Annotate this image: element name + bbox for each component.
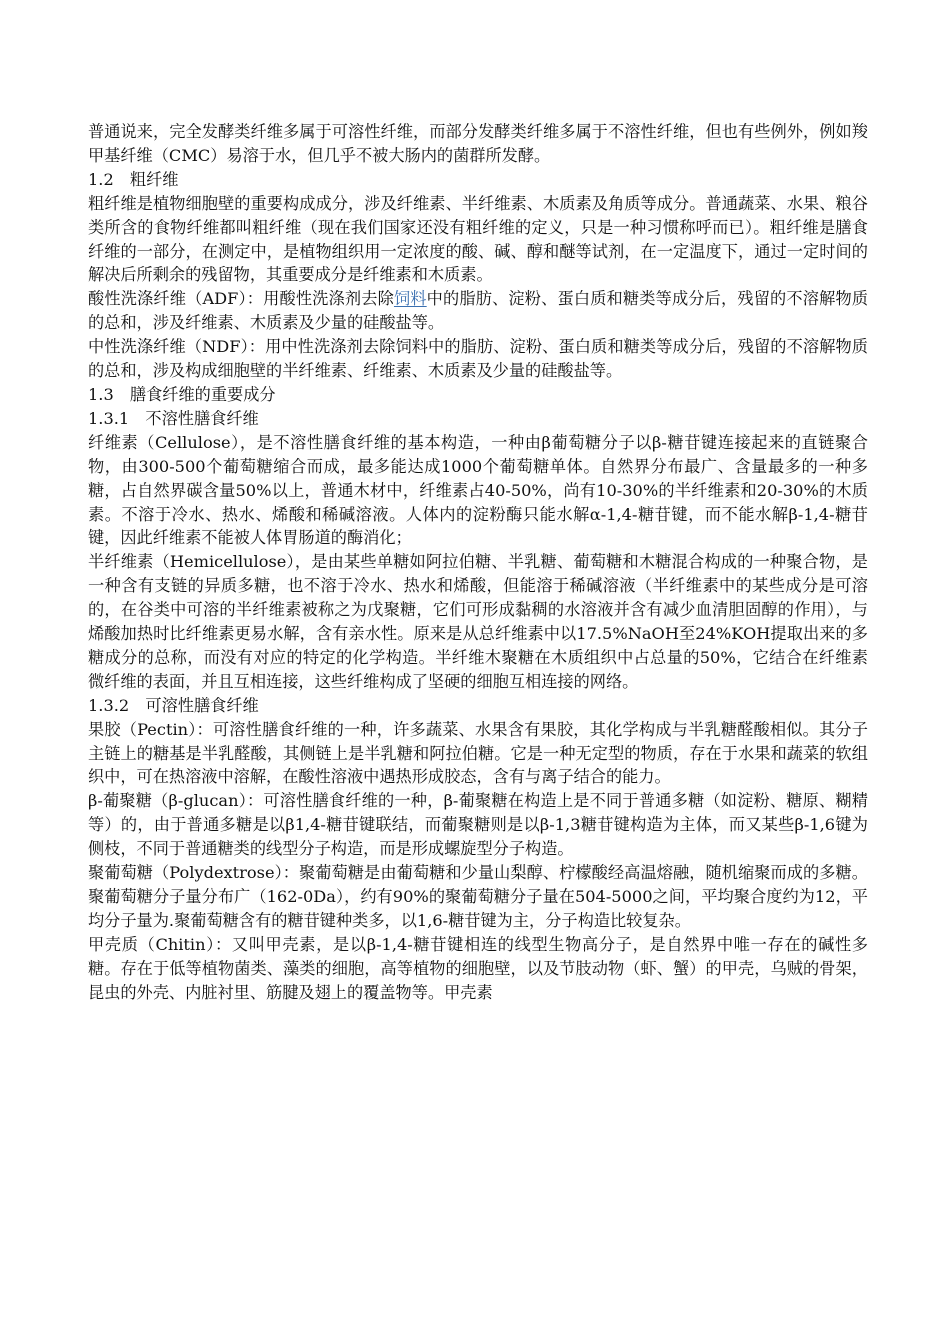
paragraph-beta-glucan: β-葡聚糖（β-glucan）：可溶性膳食纤维的一种，β-葡聚糖在构造上是不同于普通多糖（如淀粉、糖原、糊精等）的，由于普通多糖是以β1,4-糖苷键联结，而葡聚糖则是以β-1,3糖苷键构造为主体，而又某些β-1,6键为侧枝，不同于普通糖类的线型分子构造，而是形成螺旋型分子构造。: [88, 791, 868, 859]
adf-text-after-link: 中的脂肪、淀粉、蛋白质和糖类等成分后，残留的不溶解物质的总和，涉及纤维素、木质素及少量的硅酸盐等。: [88, 289, 869, 333]
paragraph-fermentation-note: 普通说来，完全发酵类纤维多属于可溶性纤维，而部分发酵类纤维多属于不溶性纤维，但也有些例外，例如羧甲基纤维（CMC）易溶于水，但几乎不被大肠内的菌群所发酵。: [88, 122, 868, 165]
subsection-heading-insoluble-fiber: 1.3.1 不溶性膳食纤维: [88, 408, 259, 428]
paragraph-cellulose: 纤维素（Cellulose），是不溶性膳食纤维的基本构造，一种由β葡萄糖分子以β-糖苷键连接起来的直链聚合物，由300-500个葡萄糖缩合而成，最多能达成1000个葡萄糖单体。自然界分布最广、含量最多的一种多糖，占自然界碳含量50%以上，普通木材中，纤维素占40-50%，尚有10-30%的半纤维素和20-30%的木质素。不溶于冷水、热水、烯酸和稀碱溶液。人体内的淀粉酶只能水解α-1,4-糖苷键，而不能水解β-1,4-糖苷键，因此纤维素不能被人体胃肠道的酶消化；: [88, 432, 868, 548]
paragraph-polydextrose: 聚葡萄糖（Polydextrose）：聚葡萄糖是由葡萄糖和少量山梨醇、柠檬酸经高温熔融，随机缩聚而成的多糖。聚葡萄糖分子量分布广（162-0Da），约有90%的聚葡萄糖分子量在504-5000之间，平均聚合度约为12，平均分子量为.聚葡萄糖含有的糖苷键种类多，以1,6-糖苷键为主，分子构造比较复杂。: [88, 863, 868, 930]
adf-text-before-link: 酸性洗涤纤维（ADF）：用酸性洗涤剂去除: [88, 289, 394, 309]
paragraph-chitin: 甲壳质（Chitin）：又叫甲壳素，是以β-1,4-糖苷键相连的线型生物高分子，是自然界中唯一存在的碱性多糖。存在于低等植物菌类、藻类的细胞，高等植物的细胞壁，以及节肢动物（虾、蟹）的甲壳，乌贼的骨架，昆虫的外壳、内脏衬里、筋腱及翅上的覆盖物等。甲壳素: [88, 934, 868, 1002]
document-body: [88, 120, 868, 1005]
section-heading-crude-fiber: 1.2 粗纤维: [88, 169, 179, 189]
paragraph-pectin: 果胶（Pectin）：可溶性膳食纤维的一种，许多蔬菜、水果含有果胶，其化学构成与半乳糖醛酸相似。其分子主链上的糖基是半乳醛酸，其侧链上是半乳糖和阿拉伯糖。它是一种无定型的物质，存在于水果和蔬菜的软组织中，可在热溶液中溶解，在酸性溶液中遇热形成胶态，含有与离子结合的能力。: [88, 719, 868, 787]
paragraph-crude-fiber: 粗纤维是植物细胞壁的重要构成成分，涉及纤维素、半纤维素、木质素及角质等成分。普通蔬菜、水果、粮谷类所含的食物纤维都叫粗纤维（现在我们国家还没有粗纤维的定义，只是一种习惯称呼而已）。粗纤维是膳食纤维的一部分，在测定中，是植物组织用一定浓度的酸、碱、醇和醚等试剂，在一定温度下，通过一定时间的解决后所剩余的残留物，其重要成分是纤维素和木质素。: [88, 193, 868, 285]
section-heading-dietary-fiber-components: 1.3 膳食纤维的重要成分: [88, 384, 276, 404]
subsection-heading-soluble-fiber: 1.3.2 可溶性膳食纤维: [88, 695, 259, 715]
feed-link[interactable]: 饲料: [393, 289, 427, 309]
paragraph-ndf: 中性洗涤纤维（NDF）：用中性洗涤剂去除饲料中的脂肪、淀粉、蛋白质和糖类等成分后，残留的不溶解物质的总和，涉及构成细胞壁的半纤维素、纤维素、木质素及少量的硅酸盐等。: [88, 337, 868, 381]
paragraph-adf: [88, 287, 868, 335]
paragraph-hemicellulose: 半纤维素（Hemicellulose），是由某些单糖如阿拉伯糖、半乳糖、葡萄糖和木糖混合构成的一种聚合物，是一种含有支链的异质多糖，也不溶于冷水、热水和烯酸，但能溶于稀碱溶液（半纤维素中的某些成分是可溶的，在谷类中可溶的半纤维素被称之为戊聚糖，它们可形成黏稠的水溶液并含有减少血清胆固醇的作用），与烯酸加热时比纤维素更易水解，含有亲水性。原来是从总纤维素中以17.5%NaOH至24%KOH提取出来的多糖成分的总称，而没有对应的特定的化学构造。半纤维木聚糖在木质组织中占总量的50%，它结合在纤维素微纤维的表面，并且互相连接，这些纤维构成了坚硬的细胞互相连接的网络。: [88, 552, 868, 691]
